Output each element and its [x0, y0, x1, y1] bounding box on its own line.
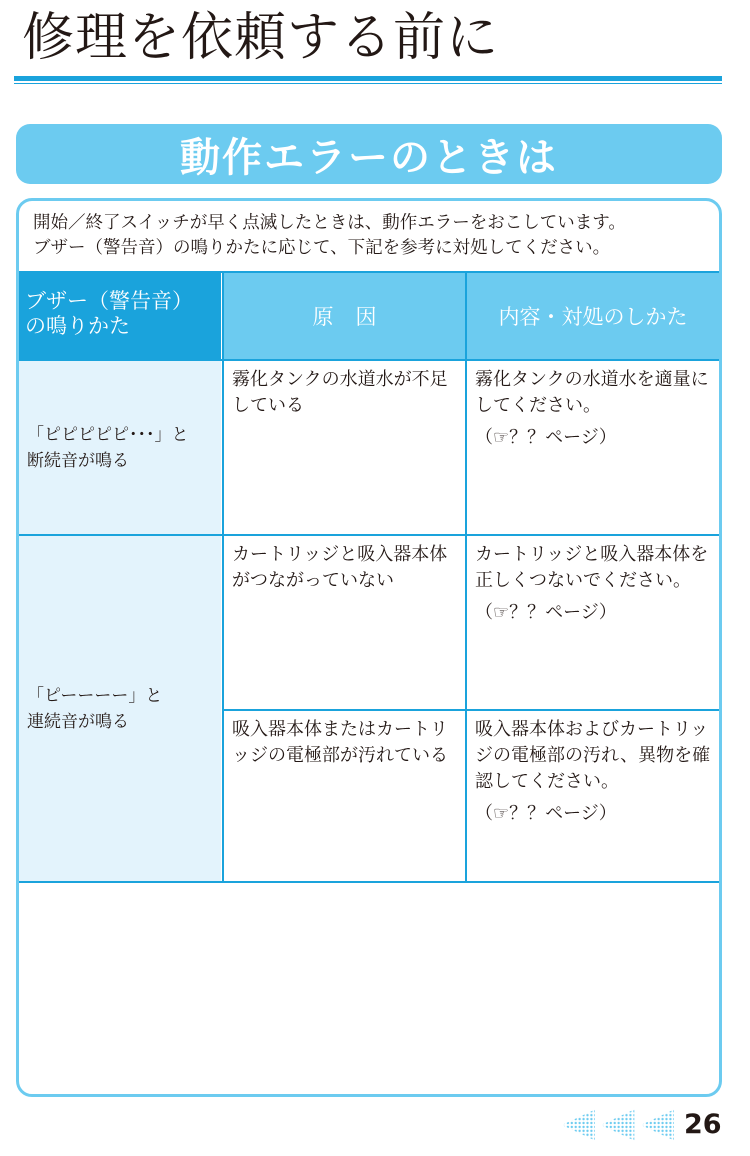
table-row-cause — [222, 711, 465, 881]
table-row-remedy — [465, 536, 719, 709]
title-underline-thin — [14, 83, 722, 84]
table-row-buzzer — [19, 536, 221, 881]
intro-text — [33, 211, 713, 261]
section-banner — [16, 124, 722, 184]
page-number: 26 — [684, 1109, 722, 1140]
header-cause-label: 原因 — [312, 305, 399, 329]
header-buzzer-line2: の鳴りかた — [25, 314, 130, 338]
cause-text: 吸入器本体またはカートリッジの電極部が汚れている — [232, 719, 448, 766]
header-remedy-label: 内容・対処のしかた — [498, 305, 688, 329]
title-underline — [14, 76, 722, 81]
cause-text: 霧化タンクの水道水が不足している — [232, 369, 448, 416]
triangle-dots-icon — [641, 1109, 674, 1141]
remedy-text: 吸入器本体およびカートリッジの電極部の汚れ、異物を確認してください。 — [475, 719, 711, 792]
content-panel — [16, 198, 722, 1097]
buzzer-description: 断続音が鳴る — [27, 450, 129, 471]
table-row-cause — [222, 361, 465, 534]
error-table — [19, 271, 719, 883]
page-reference: （☞？？ページ） — [475, 602, 617, 623]
buzzer-pattern: 「ピーーーー」と — [27, 685, 163, 706]
table-row-remedy — [465, 711, 719, 881]
page-title: 修理を依頼する前に — [22, 8, 500, 68]
buzzer-description: 連続音が鳴る — [27, 711, 129, 732]
buzzer-pattern: 「ピピピピピ･･･」と — [27, 424, 189, 445]
intro-line-2: ブザー（警告音）の鳴りかたに応じて、下記を参考に対処してください。 — [33, 238, 611, 258]
header-buzzer — [19, 273, 221, 359]
triangle-dots-icon — [562, 1109, 595, 1141]
remedy-text: カートリッジと吸入器本体を正しくつないでください。 — [475, 544, 709, 591]
cause-text: カートリッジと吸入器本体がつながっていない — [232, 544, 448, 591]
header-cause — [222, 273, 465, 359]
intro-line-1: 開始／終了スイッチが早く点滅したときは、動作エラーをおこしています。 — [33, 213, 626, 233]
section-title: 動作エラーのときは — [180, 134, 558, 181]
table-row-cause — [222, 536, 465, 709]
header-buzzer-line1: ブザー（警告音） — [25, 289, 193, 313]
header-remedy — [465, 273, 719, 359]
table-row-buzzer — [19, 361, 221, 534]
page-nav-decoration — [562, 1107, 674, 1143]
triangle-dots-icon — [601, 1109, 634, 1141]
page-reference: （☞？？ページ） — [475, 803, 617, 824]
page-reference: （☞？？ページ） — [475, 427, 617, 448]
remedy-text: 霧化タンクの水道水を適量にしてください。 — [475, 369, 709, 416]
table-row-remedy — [465, 361, 719, 534]
